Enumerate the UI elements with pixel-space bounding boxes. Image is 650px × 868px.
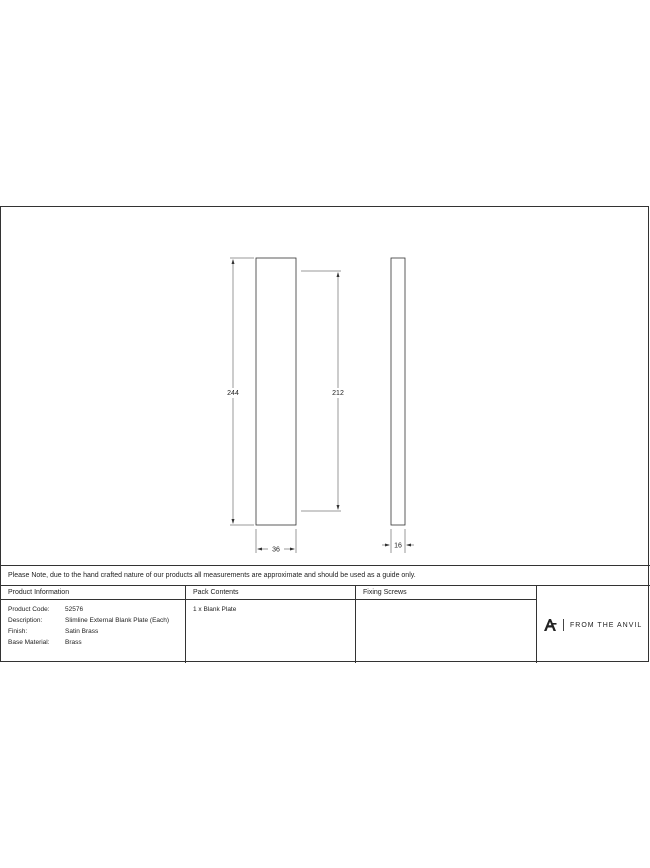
fixing-screws-body bbox=[356, 600, 536, 608]
technical-drawing-sheet bbox=[0, 206, 649, 662]
finish-value: Satin Brass bbox=[65, 628, 99, 635]
arrow-212-top bbox=[337, 272, 340, 277]
base-material-row bbox=[8, 637, 178, 648]
product-code-label: Product Code: bbox=[8, 606, 50, 613]
finish-label: Finish: bbox=[8, 628, 28, 635]
pack-contents-column bbox=[186, 586, 356, 663]
brand-lockup bbox=[543, 618, 642, 632]
product-information-heading: Product Information bbox=[1, 586, 185, 600]
description-row bbox=[8, 615, 178, 626]
product-code-value: 52576 bbox=[65, 606, 84, 613]
product-code-row bbox=[8, 604, 178, 615]
fixing-screws-column bbox=[356, 586, 537, 663]
dim-label-36: 36 bbox=[272, 546, 280, 554]
description-value: Slimline External Blank Plate (Each) bbox=[65, 617, 170, 624]
fixing-screws-heading: Fixing Screws bbox=[356, 586, 536, 600]
product-drawing bbox=[1, 207, 650, 565]
brand-name: FROM THE ANVIL bbox=[570, 621, 643, 629]
arrow-16-right bbox=[406, 544, 411, 547]
arrow-36-right bbox=[290, 548, 295, 551]
info-table bbox=[1, 585, 650, 663]
anvil-a-logo-icon bbox=[543, 618, 557, 632]
product-information-column bbox=[1, 586, 186, 663]
arrow-16-left bbox=[385, 544, 390, 547]
arrow-36-left bbox=[257, 548, 262, 551]
dim-label-212: 212 bbox=[332, 390, 344, 397]
pack-contents-body bbox=[186, 600, 355, 619]
arrow-244-top bbox=[232, 259, 235, 264]
dim-label-244: 244 bbox=[227, 390, 239, 397]
front-view-plate bbox=[256, 258, 296, 525]
product-information-body bbox=[1, 600, 185, 652]
brand-divider bbox=[563, 619, 564, 631]
dim-label-16: 16 bbox=[394, 542, 402, 550]
finish-row bbox=[8, 626, 178, 637]
arrow-212-bottom bbox=[337, 505, 340, 510]
arrow-244-bottom bbox=[232, 519, 235, 524]
side-view-plate bbox=[391, 258, 405, 525]
description-label: Description: bbox=[8, 617, 43, 624]
base-material-value: Brass bbox=[65, 639, 82, 646]
pack-item: 1 x Blank Plate bbox=[193, 606, 237, 613]
pack-contents-heading: Pack Contents bbox=[186, 586, 355, 600]
brand-column bbox=[537, 586, 650, 663]
measurement-note: Please Note, due to the hand crafted nature of our products all measurements are approximate and should be used as a guide only. bbox=[1, 565, 650, 585]
base-material-label: Base Material: bbox=[8, 639, 50, 646]
